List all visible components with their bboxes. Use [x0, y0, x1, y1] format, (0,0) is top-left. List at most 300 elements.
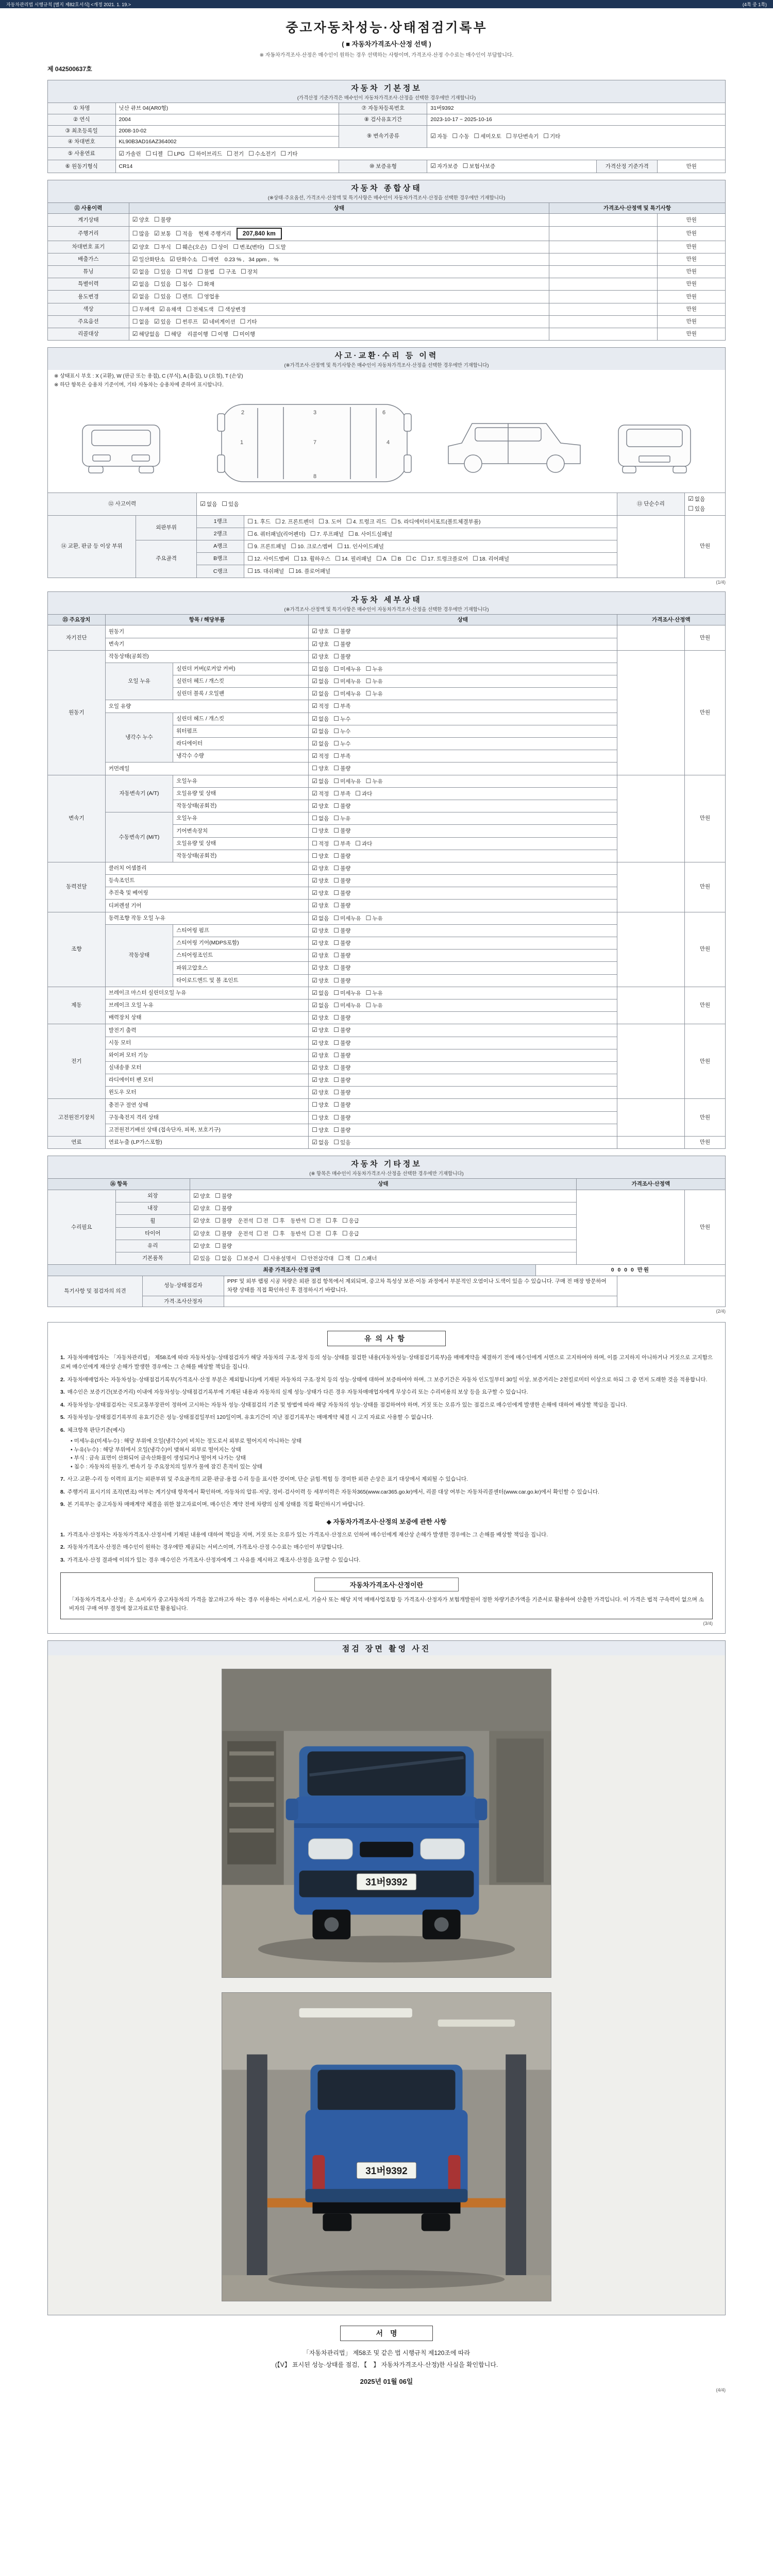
checkbox-label: 불량	[340, 629, 351, 635]
checkbox-checked	[193, 1204, 210, 1213]
checkbox-label: 양호	[318, 1127, 329, 1133]
cell: 추진축 및 베어링	[105, 887, 309, 900]
notice-item: 7. 사고·교환·수리 등 이력의 표기는 외판부위 및 주요골격의 교환·판금·용접 수리 등을 표시한 것이며, 단순 긁힘·찍힘 등 경미한 외관 손상은 표기 대상에서 제외될 수 있습니다.	[60, 1476, 468, 1482]
label-cell: 계기상태	[48, 214, 129, 226]
notice-item: 1. 가격조사·산정자는 자동차가격조사·산정서에 기재된 내용에 대하여 책임을 지며, 거짓 또는 오류가 있는 가격조사·산정으로 인하여 매수인에게 재산상 손해가 발생한 경우에는 그 손해를 배상할 책임을 집니다.	[60, 1531, 548, 1538]
checkbox-label: 많음	[139, 230, 149, 237]
checkbox-box-icon: ☑	[312, 926, 318, 934]
photo-area	[47, 1655, 726, 2315]
checkbox-unchecked	[176, 267, 193, 277]
checkbox-box-icon: ☐	[312, 852, 318, 859]
checkbox-box-icon: ☐	[376, 555, 382, 563]
checkbox-checked	[312, 701, 329, 711]
checkbox-box-icon: ☑	[132, 268, 138, 276]
checkbox-unchecked	[289, 566, 330, 576]
checkbox-label: 없음	[318, 728, 329, 735]
checkbox-box-icon: ☐	[333, 864, 340, 872]
cell: 오일유량 및 상태	[173, 787, 309, 800]
cell: 상태	[309, 614, 617, 625]
checkbox-label: 불량	[340, 940, 351, 947]
title-block	[47, 12, 726, 59]
notice-number: 2.	[60, 1376, 65, 1383]
checkbox-box-icon: ☐	[365, 690, 372, 698]
odometer-row	[129, 226, 549, 241]
section-overall-condition	[47, 180, 726, 341]
cell: 실린더 커버(로커암 커버)	[173, 663, 309, 675]
checkbox-label: 양호	[318, 629, 329, 635]
checkbox-label: 있음	[160, 269, 171, 276]
checkbox-unchecked	[312, 1125, 329, 1135]
checkbox-label: 있음	[694, 506, 705, 513]
checkbox-label: 양호	[318, 1040, 329, 1046]
table-row	[48, 148, 726, 160]
checkbox-box-icon: ☐	[365, 989, 372, 996]
cell: ⑮ 주요장치	[48, 614, 106, 625]
section-note: (※가격조사·산정액 및 특기사항은 매수인이 자동차가격조사·산정을 선택한 경우에만 기재합니다)	[284, 606, 489, 613]
checkbox-label: 양호	[318, 1090, 329, 1096]
checkbox-label: 없음	[139, 318, 149, 325]
checkbox-box-icon: ☐	[333, 827, 340, 835]
notice-subitem: • 부식 : 금속 표면이 산화되어 금속산화물이 생성되거나 떨어져 나가는 상태	[71, 1455, 246, 1462]
checkbox-unchecked	[333, 626, 350, 636]
svg-text:2: 2	[241, 410, 245, 416]
cell	[309, 750, 617, 762]
cell: 오일누유	[173, 812, 309, 825]
checkbox-label: 양호	[318, 653, 329, 660]
checkbox-unchecked	[309, 1229, 321, 1239]
checkbox-unchecked	[333, 976, 350, 986]
checkbox-unchecked	[333, 901, 350, 910]
checkbox-box-icon: ☐	[240, 317, 246, 325]
checkbox-unchecked	[197, 267, 214, 277]
checkbox-label: 양호	[318, 890, 329, 897]
label-cell: ⑩ 보증유형	[339, 160, 427, 173]
checkbox-box-icon: ☑	[430, 162, 436, 170]
checkbox-label: 불량	[340, 903, 351, 909]
simple-repair-options	[685, 493, 726, 515]
car-damage-diagram	[67, 397, 706, 489]
checkbox-label: 전	[263, 1230, 268, 1237]
checkbox-label: 6. 쿼터패널(리어펜더)	[254, 531, 306, 537]
label-cell: 주행거리	[48, 226, 129, 241]
checkbox-label: 적정	[318, 840, 329, 847]
checkbox-label: 불량	[221, 1193, 232, 1200]
signature-statement-line1: 「자동차관리법」 제58조 및 같은 법 시행규칙 제120조에 따라	[303, 2349, 470, 2357]
checkbox-label: 불량	[340, 803, 351, 809]
checkbox-box-icon: ☐	[189, 150, 195, 158]
checkbox-label: 네비게이션	[209, 318, 236, 325]
cell: 항목 / 해당부품	[105, 614, 309, 625]
checkbox-unchecked	[164, 329, 181, 339]
checkbox-unchecked	[263, 1253, 296, 1263]
checkbox-box-icon: ☐	[312, 815, 318, 822]
label-cell: B랭크	[197, 553, 244, 565]
checkbox-label: 양호	[318, 828, 329, 835]
checkbox-unchecked	[312, 764, 329, 773]
label-cell: 차대번호 표기	[48, 241, 129, 253]
checkbox-box-icon: ☐	[333, 839, 340, 847]
notice-number: 3.	[60, 1557, 65, 1564]
checkbox-unchecked	[342, 1229, 359, 1239]
checkbox-unchecked	[333, 639, 350, 649]
section-title: 자동차 종합상태	[351, 183, 422, 193]
checkbox-label: 양호	[139, 217, 149, 224]
table-row	[48, 241, 726, 253]
checkbox-label: 색상변경	[225, 306, 246, 313]
checkbox-unchecked	[355, 789, 372, 799]
label-cell: 고전원전기장치	[48, 1099, 106, 1137]
checkbox-label: 없음	[139, 294, 149, 300]
checkbox-label: 있음	[160, 281, 171, 288]
svg-text:8: 8	[313, 473, 317, 480]
table-row	[48, 114, 726, 125]
signature-date: 2025년 01월 06일	[360, 2377, 413, 2385]
checkbox-label: 자가보증	[437, 163, 458, 170]
checkbox-box-icon: ☐	[333, 1126, 340, 1133]
checkbox-label: 전	[263, 1218, 268, 1225]
checkbox-box-icon: ☐	[342, 1229, 348, 1237]
checkbox-box-icon: ☐	[333, 964, 340, 972]
checkbox-box-icon: ☐	[175, 229, 181, 237]
cell: 기어변속장치	[173, 825, 309, 837]
checkbox-label: 부족	[340, 703, 351, 710]
label-cell: ⑨ 변속기종류	[339, 125, 427, 148]
cell	[244, 553, 617, 565]
option-text: 동반석	[290, 1218, 306, 1225]
checkbox-label: 불량	[340, 1127, 351, 1133]
cell	[309, 1012, 617, 1024]
cell: 실내송풍 모터	[105, 1061, 309, 1074]
checkbox-box-icon: ☐	[273, 1229, 279, 1237]
checkbox-label: 양호	[318, 953, 329, 959]
checkbox-checked	[119, 149, 141, 159]
cell: 충전구 절연 상태	[105, 1099, 309, 1111]
checkbox-unchecked	[333, 1025, 350, 1035]
section-accident-history	[47, 347, 726, 584]
checkbox-unchecked	[154, 242, 171, 252]
cell: 발전기 출력	[105, 1024, 309, 1037]
checkbox-unchecked	[219, 304, 246, 314]
checkbox-box-icon: ☐	[312, 827, 318, 835]
checkbox-label: 보증서	[243, 1255, 259, 1262]
emission-row	[129, 253, 549, 265]
checkbox-unchecked	[309, 1216, 321, 1226]
checkbox-label: 불량	[340, 1090, 351, 1096]
checkbox-box-icon: ☐	[333, 677, 340, 685]
table-row	[48, 278, 726, 291]
cell: 스티어링 펌프	[173, 924, 309, 937]
checkbox-checked	[200, 499, 217, 509]
checkbox-unchecked	[312, 826, 329, 836]
checkbox-label: 불법	[204, 269, 215, 276]
checkbox-unchecked	[241, 267, 258, 277]
checkbox-label: 보통	[160, 230, 171, 237]
checkbox-box-icon: ☐	[164, 330, 170, 338]
checkbox-unchecked	[333, 863, 350, 873]
checkbox-box-icon: ☐	[222, 500, 228, 507]
cell: 만원	[658, 315, 726, 328]
checkbox-label: 누유	[372, 990, 383, 996]
table-row	[48, 1276, 726, 1296]
checkbox-unchecked	[215, 1253, 232, 1263]
checkbox-box-icon: ☐	[215, 1192, 221, 1200]
section-header-detail	[47, 591, 726, 615]
cell	[617, 775, 685, 862]
checkbox-unchecked	[333, 1001, 361, 1010]
checkbox-box-icon: ☑	[312, 640, 318, 648]
checkbox-box-icon: ☐	[312, 1113, 318, 1121]
odometer-value: 207,840 km	[237, 228, 282, 240]
cell: 윈도우 모터	[105, 1087, 309, 1099]
checkbox-box-icon: ☑	[312, 877, 318, 885]
checkbox-label: 없음	[318, 716, 329, 722]
checkbox-unchecked	[197, 292, 220, 301]
checkbox-unchecked	[294, 554, 330, 564]
checkbox-box-icon: ☐	[167, 150, 173, 158]
checkbox-box-icon: ☐	[474, 132, 480, 140]
cell	[309, 937, 617, 950]
label-cell: ⑬ 단순수리	[617, 493, 685, 515]
checkbox-box-icon: ☐	[333, 815, 340, 822]
checkbox-label: 적정	[318, 753, 329, 760]
cell	[309, 1024, 617, 1037]
checkbox-label: 유채색	[165, 306, 182, 313]
checkbox-checked	[312, 926, 329, 936]
checkbox-label: 11. 인사이드패널	[344, 543, 384, 550]
cell: 브레이크 마스터 실린더오일 누유	[105, 987, 309, 999]
cell	[309, 962, 617, 974]
checkbox-box-icon: ☐	[175, 317, 181, 325]
checkbox-unchecked	[333, 676, 361, 686]
checkbox-box-icon: ☐	[268, 243, 275, 250]
table-row	[48, 1179, 726, 1190]
checkbox-unchecked	[257, 1216, 268, 1226]
cell	[190, 1227, 577, 1240]
checkbox-label: 불량	[340, 853, 351, 859]
checkbox-label: 불량	[160, 217, 171, 224]
checkbox-box-icon: ☐	[312, 1126, 318, 1133]
checkbox-label: 적법	[182, 269, 193, 276]
cell	[244, 565, 617, 578]
checkbox-label: 미세누유	[340, 679, 361, 685]
checkbox-unchecked	[247, 566, 284, 576]
section-notices	[47, 1322, 726, 1634]
cell: 원동기	[105, 625, 309, 638]
checkbox-label: 전	[315, 1230, 321, 1237]
checkbox-label: 없음	[318, 778, 329, 785]
checkbox-label: 침수	[182, 281, 193, 288]
checkbox-unchecked	[421, 554, 468, 564]
checkbox-label: 4. 트렁크 리드	[352, 518, 387, 525]
checkbox-box-icon: ☐	[333, 727, 340, 735]
checkbox-checked	[132, 279, 149, 289]
cell	[190, 1252, 577, 1264]
checkbox-box-icon: ☐	[365, 677, 372, 685]
signature-title: 서명	[340, 2326, 433, 2341]
section-etc-info	[47, 1156, 726, 1314]
table-row	[48, 650, 726, 663]
checkbox-label: 불량	[340, 828, 351, 835]
checkbox-label: 양호	[318, 965, 329, 972]
cell: ⑯ 항목	[48, 1179, 190, 1190]
checkbox-box-icon: ☐	[333, 1001, 340, 1009]
checkbox-unchecked	[333, 1113, 350, 1123]
checkbox-box-icon: ☑	[193, 1217, 199, 1225]
checkbox-unchecked	[233, 329, 255, 339]
checkbox-label: 누유	[340, 816, 351, 822]
checkbox-unchecked	[333, 1038, 350, 1048]
checkbox-box-icon: ☑	[193, 1254, 199, 1262]
label-cell: 튜닝	[48, 266, 129, 278]
label-cell: 주요옵션	[48, 315, 129, 328]
cell	[309, 887, 617, 900]
label-cell: 주요골격	[136, 540, 196, 578]
checkbox-checked	[312, 988, 329, 998]
checkbox-label: 있음	[340, 1140, 351, 1146]
checkbox-box-icon: ☐	[355, 789, 361, 797]
checkbox-box-icon: ☐	[197, 293, 203, 300]
checkbox-label: 양호	[318, 1052, 329, 1059]
checkbox-unchecked	[233, 242, 264, 252]
table-row	[48, 315, 726, 328]
table-row	[48, 266, 726, 278]
checkbox-checked	[312, 639, 329, 649]
checkbox-unchecked	[333, 801, 350, 811]
checkbox-unchecked	[333, 951, 350, 960]
checkbox-box-icon: ☐	[211, 330, 217, 338]
label-cell: 타이어	[115, 1227, 190, 1240]
checkbox-label: C	[412, 556, 416, 563]
checkbox-box-icon: ☐	[256, 1217, 262, 1225]
checkbox-box-icon: ☐	[219, 268, 225, 276]
checkbox-label: 세미오토	[480, 133, 501, 140]
checkbox-label: 누수	[340, 728, 351, 735]
checkbox-unchecked	[333, 1013, 350, 1023]
checkbox-unchecked	[215, 1241, 232, 1251]
checkbox-label: 상이	[218, 244, 229, 250]
checkbox-unchecked	[257, 1229, 268, 1239]
checkbox-unchecked	[215, 1191, 232, 1201]
checkbox-box-icon: ☑	[193, 1229, 199, 1237]
cell	[309, 1087, 617, 1099]
checkbox-box-icon: ☐	[333, 789, 340, 797]
cell	[309, 1037, 617, 1049]
checkbox-checked	[312, 1075, 329, 1085]
checkbox-checked	[193, 1253, 210, 1263]
checkbox-box-icon: ☐	[154, 216, 160, 224]
checkbox-box-icon: ☐	[355, 839, 361, 847]
checkbox-unchecked	[366, 664, 383, 674]
checkbox-label: 부족	[340, 790, 351, 797]
checkbox-box-icon: ☑	[132, 293, 138, 300]
checkbox-box-icon: ☐	[154, 268, 160, 276]
checkbox-label: 누수	[340, 716, 351, 722]
label-cell: 수동변속기 (M/T)	[105, 812, 173, 862]
checkbox-box-icon: ☐	[365, 665, 372, 672]
checkbox-label: 15. 대쉬패널	[254, 568, 284, 575]
checkbox-checked	[193, 1241, 210, 1251]
checkbox-label: 불량	[221, 1218, 232, 1225]
checkbox-label: 양호	[318, 1102, 329, 1109]
cell: 오일누유	[173, 775, 309, 787]
checkbox-box-icon: ☐	[218, 305, 224, 313]
form-statute-bar	[0, 0, 773, 8]
checkbox-unchecked	[326, 1216, 338, 1226]
page-indicator: (4쪽 중 1쪽)	[742, 2, 767, 7]
notice-item: 2. 자동차가격조사·산정은 매수인이 원하는 경우에만 제공되는 서비스이며, 가격조사·산정 수수료는 매수인이 부담합니다.	[60, 1544, 344, 1551]
cell: 만원	[658, 241, 726, 253]
section-header-etc	[47, 1156, 726, 1179]
checkbox-unchecked	[474, 131, 501, 141]
cell: 만원	[685, 1024, 726, 1099]
checkbox-label: 없음	[139, 269, 149, 276]
cell: 만원	[658, 278, 726, 291]
checkbox-box-icon: ☑	[312, 789, 318, 797]
notice-sublist	[71, 1437, 713, 1471]
checkbox-label: 양호	[318, 927, 329, 934]
checkbox-unchecked	[366, 689, 383, 699]
checkbox-checked	[430, 161, 458, 171]
checkbox-unchecked	[355, 839, 372, 849]
checkbox-box-icon: ☑	[312, 1076, 318, 1084]
checkbox-unchecked	[366, 988, 383, 998]
used-car-inspection-form	[47, 8, 726, 2400]
cell	[244, 515, 617, 528]
checkbox-label: 부족	[340, 753, 351, 760]
checkbox-unchecked	[176, 242, 207, 252]
checkbox-label: 불량	[340, 1064, 351, 1071]
section-header-photos	[47, 1640, 726, 1656]
checkbox-unchecked	[452, 131, 469, 141]
cell: 시동 모터	[105, 1037, 309, 1049]
checkbox-label: 2. 프론트펜더	[281, 518, 314, 525]
label-cell: 외판부위	[136, 515, 196, 540]
checkbox-unchecked	[273, 1216, 285, 1226]
notice-item: 2. 자동차매매업자는 자동차성능·상태점검기록부(가격조사·산정 부분은 제외합니다)에 기재된 자동차의 구조·장치 등의 성능·상태에 대하여 보증하여야 하며, 그 보증기간은 자동차 인도일부터 30일 이상, 보증거리는 2천킬로미터 이상으로 하되 그 중 먼저 도래한 것을 적용합니다.	[60, 1376, 708, 1383]
label-cell: 2랭크	[197, 528, 244, 540]
cell: 연료누출 (LP가스포함)	[105, 1137, 309, 1149]
checkbox-unchecked	[310, 529, 344, 539]
checkbox-label: A	[382, 556, 386, 563]
cell: 작동상태(공회전)	[105, 650, 309, 663]
checkbox-checked	[132, 255, 165, 264]
legend-line-1: ※ 상태표시 부호 : X (교환), W (판금 또는 용접), C (부식), A (흠집), U (요철), T (손상)	[54, 374, 243, 380]
checkbox-box-icon: ☐	[175, 293, 181, 300]
checkbox-box-icon: ☐	[333, 1063, 340, 1071]
checkbox-unchecked	[333, 926, 350, 936]
label-cell: 성능·상태점검자	[143, 1276, 224, 1296]
cell	[617, 987, 685, 1024]
checkbox-unchecked	[312, 851, 329, 861]
final-price-value: 0 0 0 0 만원	[535, 1265, 725, 1276]
checkbox-box-icon: ☐	[273, 1217, 279, 1225]
cell	[309, 812, 617, 825]
checkbox-checked	[312, 976, 329, 986]
cell	[309, 688, 617, 700]
checkbox-unchecked	[154, 215, 171, 225]
checkbox-unchecked	[333, 1125, 350, 1135]
checkbox-label: 후	[279, 1230, 285, 1237]
detail-table-mount	[47, 614, 726, 1149]
checkbox-unchecked	[333, 1088, 350, 1097]
checkbox-box-icon: ☐	[421, 555, 427, 563]
cell	[309, 1061, 617, 1074]
checkbox-box-icon: ☐	[312, 765, 318, 772]
section-header-basic	[47, 80, 726, 103]
cell	[309, 800, 617, 812]
checkbox-label: 없음	[318, 666, 329, 672]
checkbox-label: 불량	[340, 1027, 351, 1034]
